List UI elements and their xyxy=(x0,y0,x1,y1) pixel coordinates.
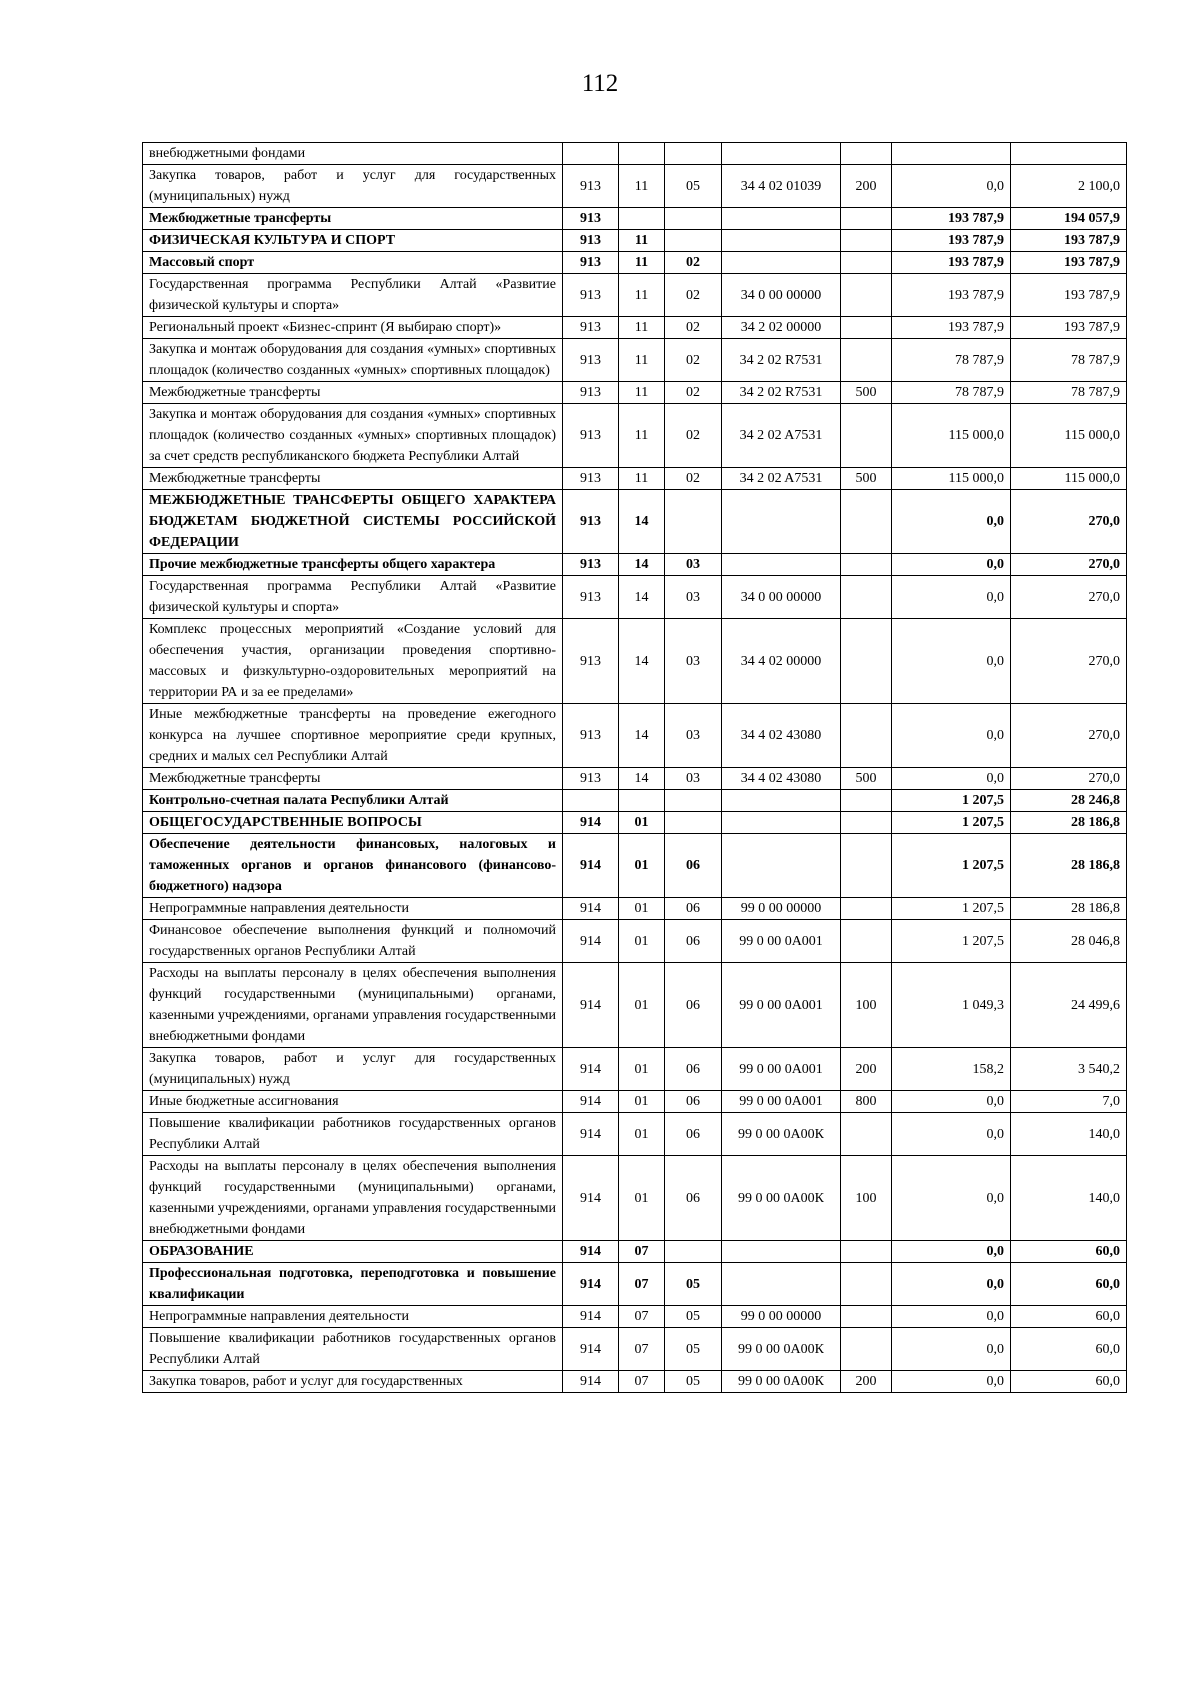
cell-admin-code: 914 xyxy=(563,920,619,963)
cell-amount-1 xyxy=(892,143,1011,165)
cell-admin-code: 913 xyxy=(563,704,619,768)
cell-amount-2: 28 046,8 xyxy=(1011,920,1127,963)
cell-section: 14 xyxy=(619,490,665,554)
cell-admin-code: 913 xyxy=(563,208,619,230)
cell-amount-2: 7,0 xyxy=(1011,1091,1127,1113)
cell-subsection: 03 xyxy=(665,554,722,576)
cell-target-article xyxy=(722,790,841,812)
cell-section: 07 xyxy=(619,1241,665,1263)
table-row xyxy=(143,1371,1127,1393)
cell-name: Государственная программа Республики Алтай «Развитие физической культуры и спорта» xyxy=(143,576,563,619)
cell-subsection: 02 xyxy=(665,468,722,490)
cell-admin-code: 914 xyxy=(563,1371,619,1393)
cell-amount-1: 193 787,9 xyxy=(892,317,1011,339)
cell-amount-1: 193 787,9 xyxy=(892,252,1011,274)
cell-expense-type: 200 xyxy=(841,1048,892,1091)
cell-amount-1: 0,0 xyxy=(892,1156,1011,1241)
cell-section: 01 xyxy=(619,1048,665,1091)
cell-admin-code: 914 xyxy=(563,963,619,1048)
table-row xyxy=(143,317,1127,339)
cell-admin-code: 913 xyxy=(563,339,619,382)
cell-amount-1: 1 207,5 xyxy=(892,812,1011,834)
cell-amount-1: 0,0 xyxy=(892,704,1011,768)
cell-subsection: 06 xyxy=(665,1156,722,1241)
cell-admin-code: 913 xyxy=(563,576,619,619)
cell-admin-code: 914 xyxy=(563,1048,619,1091)
cell-subsection: 05 xyxy=(665,1263,722,1306)
table-row xyxy=(143,490,1127,554)
cell-amount-2: 270,0 xyxy=(1011,576,1127,619)
cell-name: Расходы на выплаты персоналу в целях обеспечения выполнения функций государственными (муниципальными) органами, казенными учреждениями, органами управления государственными внебюджетными фондами xyxy=(143,963,563,1048)
cell-amount-2: 28 186,8 xyxy=(1011,898,1127,920)
cell-expense-type: 500 xyxy=(841,468,892,490)
table-row xyxy=(143,382,1127,404)
cell-target-article: 34 2 02 A7531 xyxy=(722,468,841,490)
cell-amount-2: 60,0 xyxy=(1011,1306,1127,1328)
cell-admin-code: 913 xyxy=(563,490,619,554)
cell-admin-code: 914 xyxy=(563,1156,619,1241)
cell-amount-2: 28 246,8 xyxy=(1011,790,1127,812)
cell-amount-1: 0,0 xyxy=(892,554,1011,576)
cell-section: 14 xyxy=(619,768,665,790)
cell-amount-1: 0,0 xyxy=(892,1113,1011,1156)
cell-section: 07 xyxy=(619,1306,665,1328)
budget-table-body xyxy=(143,143,1127,1393)
cell-amount-1: 115 000,0 xyxy=(892,404,1011,468)
cell-admin-code: 913 xyxy=(563,404,619,468)
cell-expense-type xyxy=(841,704,892,768)
table-row xyxy=(143,1156,1127,1241)
cell-admin-code: 914 xyxy=(563,812,619,834)
cell-target-article: 99 0 00 0А001 xyxy=(722,1048,841,1091)
cell-expense-type xyxy=(841,834,892,898)
cell-amount-2: 194 057,9 xyxy=(1011,208,1127,230)
cell-expense-type xyxy=(841,790,892,812)
cell-amount-1: 1 049,3 xyxy=(892,963,1011,1048)
cell-amount-1: 1 207,5 xyxy=(892,834,1011,898)
cell-admin-code: 914 xyxy=(563,1306,619,1328)
cell-name: Закупка и монтаж оборудования для создания «умных» спортивных площадок (количество созданных «умных» спортивных площадок) за счет средств республиканского бюджета Республики Алтай xyxy=(143,404,563,468)
cell-target-article: 34 4 02 43080 xyxy=(722,704,841,768)
cell-amount-1: 0,0 xyxy=(892,1091,1011,1113)
table-row xyxy=(143,1328,1127,1371)
cell-admin-code: 914 xyxy=(563,898,619,920)
cell-amount-2: 270,0 xyxy=(1011,490,1127,554)
cell-amount-2: 270,0 xyxy=(1011,704,1127,768)
cell-target-article xyxy=(722,143,841,165)
cell-subsection: 02 xyxy=(665,382,722,404)
cell-target-article: 99 0 00 0А00К xyxy=(722,1113,841,1156)
cell-amount-2: 28 186,8 xyxy=(1011,834,1127,898)
table-row xyxy=(143,468,1127,490)
cell-section: 07 xyxy=(619,1263,665,1306)
cell-section: 01 xyxy=(619,834,665,898)
cell-amount-2: 24 499,6 xyxy=(1011,963,1127,1048)
cell-target-article xyxy=(722,1263,841,1306)
cell-subsection: 06 xyxy=(665,834,722,898)
cell-subsection xyxy=(665,230,722,252)
cell-amount-2: 78 787,9 xyxy=(1011,339,1127,382)
cell-target-article: 99 0 00 0А001 xyxy=(722,1091,841,1113)
cell-admin-code: 913 xyxy=(563,554,619,576)
cell-target-article xyxy=(722,834,841,898)
cell-subsection xyxy=(665,490,722,554)
cell-amount-2: 78 787,9 xyxy=(1011,382,1127,404)
cell-amount-1: 0,0 xyxy=(892,490,1011,554)
cell-expense-type xyxy=(841,812,892,834)
cell-section xyxy=(619,790,665,812)
cell-target-article: 34 2 02 R7531 xyxy=(722,382,841,404)
cell-expense-type xyxy=(841,339,892,382)
table-row xyxy=(143,576,1127,619)
cell-amount-2: 115 000,0 xyxy=(1011,468,1127,490)
cell-section: 11 xyxy=(619,339,665,382)
cell-amount-2: 193 787,9 xyxy=(1011,252,1127,274)
cell-name: Иные бюджетные ассигнования xyxy=(143,1091,563,1113)
cell-amount-1: 0,0 xyxy=(892,768,1011,790)
cell-target-article xyxy=(722,230,841,252)
table-row xyxy=(143,165,1127,208)
cell-expense-type xyxy=(841,619,892,704)
cell-name: Межбюджетные трансферты xyxy=(143,208,563,230)
cell-expense-type: 200 xyxy=(841,1371,892,1393)
cell-section: 14 xyxy=(619,704,665,768)
cell-name: Закупка и монтаж оборудования для создания «умных» спортивных площадок (количество созданных «умных» спортивных площадок) xyxy=(143,339,563,382)
cell-amount-2: 270,0 xyxy=(1011,768,1127,790)
cell-admin-code: 913 xyxy=(563,382,619,404)
cell-admin-code: 914 xyxy=(563,1241,619,1263)
cell-amount-2: 60,0 xyxy=(1011,1328,1127,1371)
cell-amount-2: 60,0 xyxy=(1011,1263,1127,1306)
table-row xyxy=(143,898,1127,920)
cell-subsection xyxy=(665,208,722,230)
cell-section: 01 xyxy=(619,1091,665,1113)
cell-expense-type xyxy=(841,920,892,963)
cell-subsection: 03 xyxy=(665,768,722,790)
cell-expense-type xyxy=(841,1113,892,1156)
table-row xyxy=(143,1113,1127,1156)
cell-amount-1: 0,0 xyxy=(892,576,1011,619)
cell-target-article xyxy=(722,490,841,554)
cell-expense-type xyxy=(841,1263,892,1306)
cell-admin-code: 914 xyxy=(563,1113,619,1156)
cell-expense-type xyxy=(841,1328,892,1371)
cell-admin-code xyxy=(563,790,619,812)
cell-amount-1: 158,2 xyxy=(892,1048,1011,1091)
cell-expense-type xyxy=(841,1306,892,1328)
cell-admin-code xyxy=(563,143,619,165)
cell-subsection: 05 xyxy=(665,1328,722,1371)
budget-table xyxy=(142,142,1127,1393)
cell-admin-code: 913 xyxy=(563,274,619,317)
cell-subsection: 02 xyxy=(665,317,722,339)
cell-target-article: 99 0 00 00000 xyxy=(722,898,841,920)
cell-amount-1: 1 207,5 xyxy=(892,898,1011,920)
cell-target-article xyxy=(722,1241,841,1263)
page-number: 112 xyxy=(581,70,619,97)
cell-name: Повышение квалификации работников государственных органов Республики Алтай xyxy=(143,1328,563,1371)
table-row xyxy=(143,252,1127,274)
cell-subsection: 06 xyxy=(665,920,722,963)
cell-target-article xyxy=(722,554,841,576)
cell-amount-1: 0,0 xyxy=(892,1263,1011,1306)
cell-section: 14 xyxy=(619,554,665,576)
table-row xyxy=(143,339,1127,382)
cell-section: 11 xyxy=(619,165,665,208)
cell-target-article: 34 2 02 A7531 xyxy=(722,404,841,468)
cell-subsection: 05 xyxy=(665,1306,722,1328)
cell-name: Государственная программа Республики Алтай «Развитие физической культуры и спорта» xyxy=(143,274,563,317)
cell-section: 01 xyxy=(619,920,665,963)
cell-name: МЕЖБЮДЖЕТНЫЕ ТРАНСФЕРТЫ ОБЩЕГО ХАРАКТЕРА БЮДЖЕТАМ БЮДЖЕТНОЙ СИСТЕМЫ РОССИЙСКОЙ ФЕДЕРАЦИИ xyxy=(143,490,563,554)
cell-amount-2: 270,0 xyxy=(1011,619,1127,704)
table-row xyxy=(143,1263,1127,1306)
cell-target-article xyxy=(722,208,841,230)
cell-section: 14 xyxy=(619,619,665,704)
cell-name: ОБРАЗОВАНИЕ xyxy=(143,1241,563,1263)
cell-amount-1: 0,0 xyxy=(892,619,1011,704)
cell-expense-type xyxy=(841,317,892,339)
cell-section: 14 xyxy=(619,576,665,619)
cell-name: Непрограммные направления деятельности xyxy=(143,898,563,920)
cell-subsection: 03 xyxy=(665,619,722,704)
cell-amount-2: 60,0 xyxy=(1011,1371,1127,1393)
cell-target-article xyxy=(722,252,841,274)
cell-subsection: 06 xyxy=(665,1113,722,1156)
cell-amount-2: 270,0 xyxy=(1011,554,1127,576)
cell-admin-code: 913 xyxy=(563,252,619,274)
cell-name: Комплекс процессных мероприятий «Создание условий для обеспечения участия, организации проведения спортивно-массовых и физкультурно-оздоровительных мероприятий на территории РА и за ее пределами» xyxy=(143,619,563,704)
cell-expense-type xyxy=(841,554,892,576)
cell-target-article: 99 0 00 0А00К xyxy=(722,1328,841,1371)
cell-amount-1: 78 787,9 xyxy=(892,382,1011,404)
cell-subsection: 03 xyxy=(665,576,722,619)
cell-subsection: 06 xyxy=(665,1048,722,1091)
cell-name: Закупка товаров, работ и услуг для государственных (муниципальных) нужд xyxy=(143,1048,563,1091)
cell-amount-1: 193 787,9 xyxy=(892,274,1011,317)
cell-section: 01 xyxy=(619,812,665,834)
cell-target-article: 99 0 00 0А00К xyxy=(722,1371,841,1393)
cell-amount-1: 0,0 xyxy=(892,1241,1011,1263)
cell-expense-type xyxy=(841,274,892,317)
cell-amount-1: 0,0 xyxy=(892,1306,1011,1328)
table-row xyxy=(143,1091,1127,1113)
table-row xyxy=(143,834,1127,898)
cell-name: Межбюджетные трансферты xyxy=(143,382,563,404)
table-row xyxy=(143,274,1127,317)
cell-amount-1: 0,0 xyxy=(892,1371,1011,1393)
cell-amount-2: 28 186,8 xyxy=(1011,812,1127,834)
cell-expense-type xyxy=(841,576,892,619)
cell-amount-1: 0,0 xyxy=(892,1328,1011,1371)
cell-target-article: 99 0 00 00000 xyxy=(722,1306,841,1328)
cell-admin-code: 913 xyxy=(563,317,619,339)
cell-name: Обеспечение деятельности финансовых, налоговых и таможенных органов и органов финансового (финансово-бюджетного) надзора xyxy=(143,834,563,898)
cell-expense-type xyxy=(841,230,892,252)
table-row xyxy=(143,404,1127,468)
cell-target-article: 34 4 02 00000 xyxy=(722,619,841,704)
cell-target-article: 99 0 00 0А00К xyxy=(722,1156,841,1241)
cell-amount-1: 78 787,9 xyxy=(892,339,1011,382)
cell-name: ФИЗИЧЕСКАЯ КУЛЬТУРА И СПОРТ xyxy=(143,230,563,252)
cell-expense-type xyxy=(841,208,892,230)
table-row xyxy=(143,208,1127,230)
cell-amount-2: 193 787,9 xyxy=(1011,230,1127,252)
cell-expense-type xyxy=(841,1241,892,1263)
cell-amount-1: 115 000,0 xyxy=(892,468,1011,490)
cell-amount-1: 0,0 xyxy=(892,165,1011,208)
cell-section xyxy=(619,208,665,230)
cell-subsection: 02 xyxy=(665,339,722,382)
table-row xyxy=(143,920,1127,963)
cell-subsection xyxy=(665,143,722,165)
cell-name: Финансовое обеспечение выполнения функций и полномочий государственных органов Республики Алтай xyxy=(143,920,563,963)
cell-subsection: 02 xyxy=(665,404,722,468)
cell-name: Межбюджетные трансферты xyxy=(143,768,563,790)
cell-amount-2 xyxy=(1011,143,1127,165)
cell-name: Массовый спорт xyxy=(143,252,563,274)
table-row xyxy=(143,230,1127,252)
cell-target-article xyxy=(722,812,841,834)
cell-expense-type xyxy=(841,898,892,920)
cell-section: 11 xyxy=(619,274,665,317)
cell-section: 11 xyxy=(619,382,665,404)
cell-name: Повышение квалификации работников государственных органов Республики Алтай xyxy=(143,1113,563,1156)
table-row xyxy=(143,143,1127,165)
cell-amount-2: 60,0 xyxy=(1011,1241,1127,1263)
cell-name: Профессиональная подготовка, переподготовка и повышение квалификации xyxy=(143,1263,563,1306)
cell-target-article: 99 0 00 0А001 xyxy=(722,920,841,963)
cell-section: 11 xyxy=(619,317,665,339)
cell-subsection: 02 xyxy=(665,274,722,317)
cell-name: Прочие межбюджетные трансферты общего характера xyxy=(143,554,563,576)
cell-amount-2: 140,0 xyxy=(1011,1113,1127,1156)
cell-target-article: 34 0 00 00000 xyxy=(722,576,841,619)
cell-section: 01 xyxy=(619,898,665,920)
cell-subsection: 06 xyxy=(665,898,722,920)
cell-expense-type: 500 xyxy=(841,382,892,404)
cell-section: 11 xyxy=(619,404,665,468)
cell-amount-1: 1 207,5 xyxy=(892,790,1011,812)
cell-target-article: 34 4 02 01039 xyxy=(722,165,841,208)
table-row xyxy=(143,963,1127,1048)
cell-expense-type xyxy=(841,404,892,468)
cell-section: 01 xyxy=(619,1113,665,1156)
cell-name: Непрограммные направления деятельности xyxy=(143,1306,563,1328)
table-row xyxy=(143,812,1127,834)
cell-subsection xyxy=(665,1241,722,1263)
cell-amount-1: 193 787,9 xyxy=(892,208,1011,230)
cell-admin-code: 914 xyxy=(563,1091,619,1113)
cell-amount-2: 2 100,0 xyxy=(1011,165,1127,208)
cell-admin-code: 913 xyxy=(563,768,619,790)
cell-section: 07 xyxy=(619,1328,665,1371)
cell-admin-code: 913 xyxy=(563,165,619,208)
table-row xyxy=(143,1048,1127,1091)
table-row xyxy=(143,1241,1127,1263)
cell-target-article: 34 0 00 00000 xyxy=(722,274,841,317)
cell-expense-type: 100 xyxy=(841,963,892,1048)
cell-section: 11 xyxy=(619,230,665,252)
cell-section: 11 xyxy=(619,468,665,490)
cell-amount-2: 115 000,0 xyxy=(1011,404,1127,468)
table-row xyxy=(143,619,1127,704)
cell-subsection: 03 xyxy=(665,704,722,768)
cell-name: Расходы на выплаты персоналу в целях обеспечения выполнения функций государственными (муниципальными) органами, казенными учреждениями, органами управления государственными внебюджетными фондами xyxy=(143,1156,563,1241)
table-row xyxy=(143,790,1127,812)
cell-name: Закупка товаров, работ и услуг для государственных (муниципальных) нужд xyxy=(143,165,563,208)
cell-expense-type xyxy=(841,143,892,165)
cell-subsection: 02 xyxy=(665,252,722,274)
cell-target-article: 34 2 02 R7531 xyxy=(722,339,841,382)
cell-name: Региональный проект «Бизнес-спринт (Я выбираю спорт)» xyxy=(143,317,563,339)
cell-admin-code: 914 xyxy=(563,1328,619,1371)
cell-amount-2: 140,0 xyxy=(1011,1156,1127,1241)
cell-amount-2: 193 787,9 xyxy=(1011,317,1127,339)
cell-expense-type: 800 xyxy=(841,1091,892,1113)
cell-target-article: 34 2 02 00000 xyxy=(722,317,841,339)
cell-subsection: 05 xyxy=(665,1371,722,1393)
cell-subsection: 06 xyxy=(665,1091,722,1113)
cell-amount-2: 3 540,2 xyxy=(1011,1048,1127,1091)
cell-section: 07 xyxy=(619,1371,665,1393)
cell-admin-code: 914 xyxy=(563,1263,619,1306)
cell-subsection xyxy=(665,812,722,834)
cell-subsection xyxy=(665,790,722,812)
cell-name: ОБЩЕГОСУДАРСТВЕННЫЕ ВОПРОСЫ xyxy=(143,812,563,834)
table-row xyxy=(143,704,1127,768)
cell-subsection: 06 xyxy=(665,963,722,1048)
cell-section: 11 xyxy=(619,252,665,274)
cell-name: внебюджетными фондами xyxy=(143,143,563,165)
cell-admin-code: 914 xyxy=(563,834,619,898)
cell-expense-type xyxy=(841,252,892,274)
cell-target-article: 99 0 00 0А001 xyxy=(722,963,841,1048)
cell-expense-type: 100 xyxy=(841,1156,892,1241)
table-row xyxy=(143,768,1127,790)
cell-name: Межбюджетные трансферты xyxy=(143,468,563,490)
table-row xyxy=(143,554,1127,576)
cell-name: Иные межбюджетные трансферты на проведение ежегодного конкурса на лучшее спортивное мероприятие среди крупных, средних и малых сел Республики Алтай xyxy=(143,704,563,768)
cell-section xyxy=(619,143,665,165)
cell-section: 01 xyxy=(619,963,665,1048)
cell-name: Закупка товаров, работ и услуг для государственных xyxy=(143,1371,563,1393)
cell-name: Контрольно-счетная палата Республики Алтай xyxy=(143,790,563,812)
cell-expense-type: 500 xyxy=(841,768,892,790)
cell-amount-1: 193 787,9 xyxy=(892,230,1011,252)
cell-admin-code: 913 xyxy=(563,619,619,704)
cell-amount-1: 1 207,5 xyxy=(892,920,1011,963)
cell-admin-code: 913 xyxy=(563,230,619,252)
cell-expense-type: 200 xyxy=(841,165,892,208)
table-row xyxy=(143,1306,1127,1328)
cell-expense-type xyxy=(841,490,892,554)
cell-section: 01 xyxy=(619,1156,665,1241)
cell-target-article: 34 4 02 43080 xyxy=(722,768,841,790)
cell-subsection: 05 xyxy=(665,165,722,208)
cell-admin-code: 913 xyxy=(563,468,619,490)
cell-amount-2: 193 787,9 xyxy=(1011,274,1127,317)
